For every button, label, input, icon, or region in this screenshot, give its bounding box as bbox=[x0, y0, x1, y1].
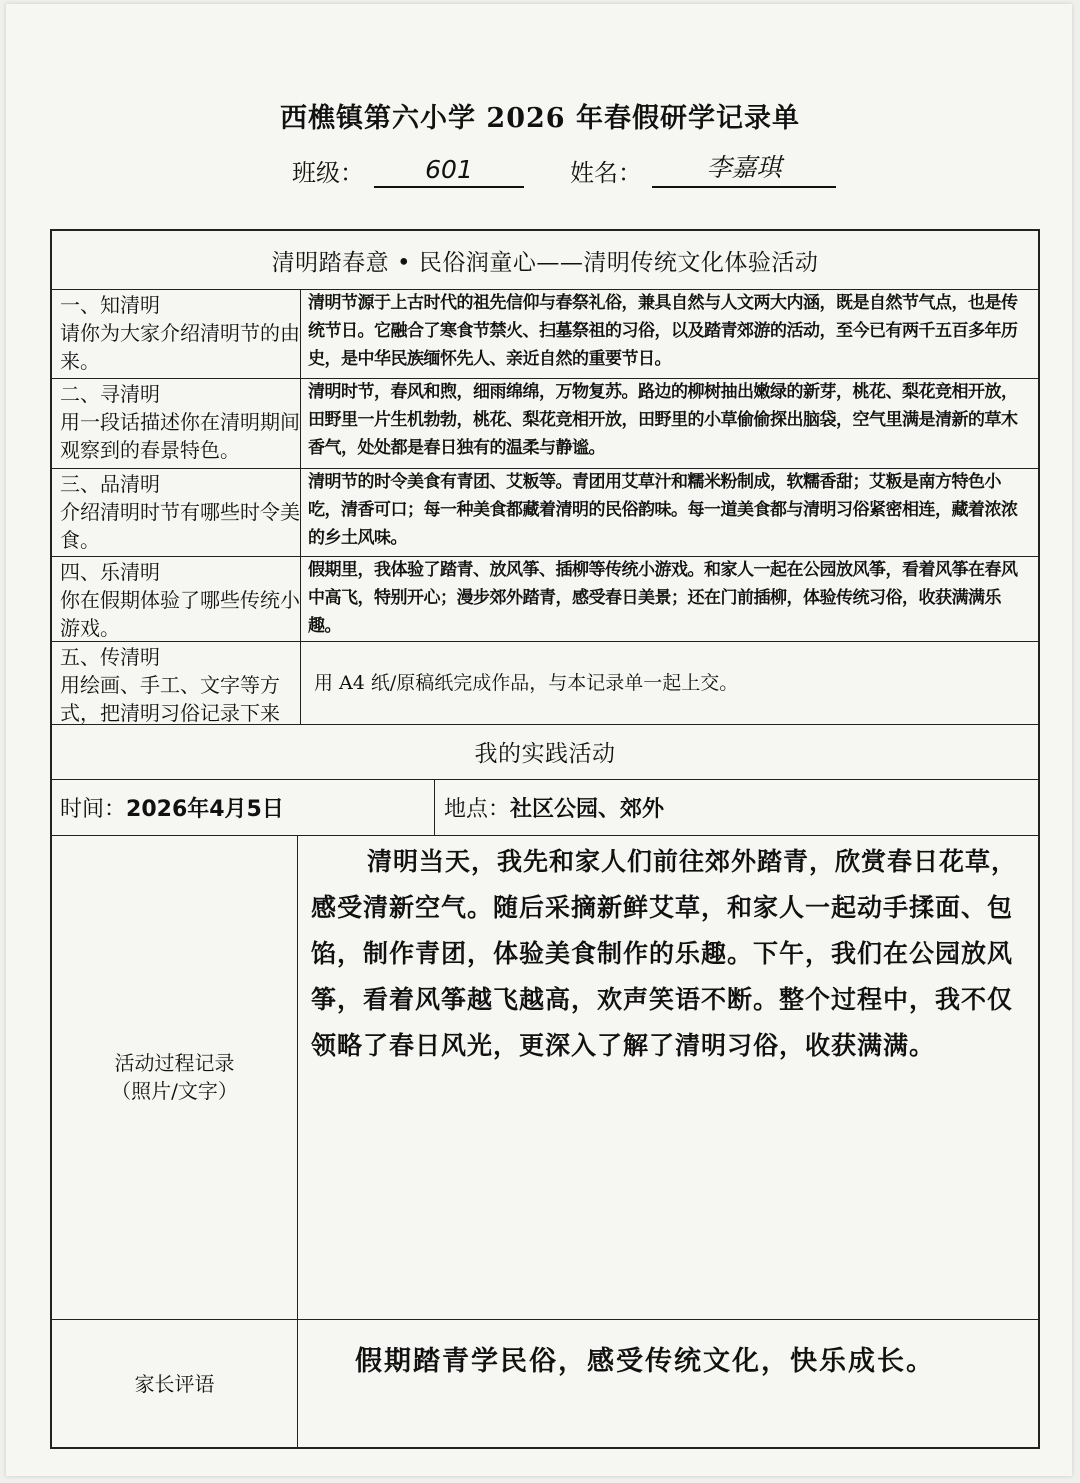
section-4-answer: 假期里，我体验了踏青、放风筝、插柳等传统小游戏。和家人一起在公园放风筝，看着风筝在春风中高飞，特别开心；漫步郊外踏青，感受春日美景；还在门前插柳，体验传统习俗，收获满满乐趣。 bbox=[308, 560, 1018, 636]
record-form bbox=[50, 229, 1040, 1449]
record-text: 清明当天，我先和家人们前往郊外踏青，欣赏春日花草，感受清新空气。随后采摘新鲜艾草，和家人一起动手揉面、包馅，制作青团，体验美食制作的乐趣。下午，我们在公园放风筝，看着风筝越飞越高，欢声笑语不断。整个过程中，我不仅领略了春日风光，更深入了解了清明习俗，收获满满。 bbox=[311, 847, 1018, 1060]
section-5-answer: 用 A4 纸/原稿纸完成作品，与本记录单一起上交。 bbox=[314, 671, 739, 694]
class-field bbox=[292, 150, 524, 188]
section-3-title: 三、品清明 bbox=[60, 472, 160, 496]
divider bbox=[300, 289, 301, 724]
name-label: 姓名： bbox=[570, 159, 642, 187]
time-label: 时间： bbox=[60, 796, 127, 822]
divider bbox=[297, 835, 298, 1449]
section-4-prompt: 你在假期体验了哪些传统小游戏。 bbox=[60, 588, 300, 640]
section-3-answer: 清明节的时令美食有青团、艾粄等。青团用艾草汁和糯米粉制成，软糯香甜；艾粄是南方特色小吃，清香可口；每一种美食都藏着清明的民俗韵味。每一道美食都与清明习俗紧密相连，藏着浓浓的乡土风味。 bbox=[308, 472, 1018, 548]
section-5-prompt: 用绘画、手工、文字等方式，把清明习俗记录下来 bbox=[60, 673, 280, 724]
parent-label-cell bbox=[52, 1319, 297, 1449]
section-3-question bbox=[52, 468, 300, 556]
parent-label: 家长评语 bbox=[134, 1372, 215, 1396]
record-label-cell bbox=[52, 835, 297, 1319]
record-label: 活动过程记录 bbox=[114, 1051, 235, 1075]
name-value: 李嘉琪 bbox=[652, 150, 836, 188]
section-2-prompt: 用一段话描述你在清明期间观察到的春景特色。 bbox=[60, 410, 300, 462]
section-2-answer: 清明时节，春风和煦，细雨绵绵，万物复苏。路边的柳树抽出嫩绿的新芽，桃花、梨花竞相开放，田野里一片生机勃勃，桃花、梨花竞相开放，田野里的小草偷偷探出脑袋，空气里满是清新的草木香气，处处都是春日独有的温柔与静谧。 bbox=[308, 382, 1018, 458]
section-4-question bbox=[52, 556, 300, 641]
divider bbox=[434, 779, 435, 835]
section-4-title: 四、乐清明 bbox=[60, 560, 160, 584]
section-2-question bbox=[52, 378, 300, 468]
section-5-question bbox=[52, 641, 300, 724]
time-field bbox=[60, 779, 434, 835]
parent-comment-cell bbox=[299, 1319, 1038, 1449]
section-1-answer: 清明节源于上古时代的祖先信仰与春祭礼俗，兼具自然与人文两大内涵，既是自然节气点，也是传统节日。它融合了寒食节禁火、扫墓祭祖的习俗，以及踏青郊游的活动，至今已有两千五百多年历史，是中华民族缅怀先人、亲近自然的重要节日。 bbox=[308, 293, 1018, 369]
record-sublabel: （照片/文字） bbox=[111, 1079, 238, 1103]
class-label: 班级： bbox=[292, 159, 364, 187]
section-1-title: 一、知清明 bbox=[60, 293, 160, 317]
name-field bbox=[570, 150, 836, 188]
place-value: 社区公园、郊外 bbox=[510, 796, 665, 822]
class-value: 601 bbox=[374, 150, 524, 188]
section-3-prompt: 介绍清明时节有哪些时令美食。 bbox=[60, 500, 300, 552]
section-1-question bbox=[52, 289, 300, 378]
section-2-title: 二、寻清明 bbox=[60, 382, 160, 406]
activity-title: 清明踏春意 • 民俗润童心——清明传统文化体验活动 bbox=[271, 249, 819, 276]
section-5-answer-cell bbox=[302, 641, 1038, 724]
practice-heading: 我的实践活动 bbox=[474, 741, 616, 767]
parent-comment: 假期踏青学民俗，感受传统文化，快乐成长。 bbox=[355, 1346, 935, 1377]
section-1-prompt: 请你为大家介绍清明节的由来。 bbox=[60, 321, 300, 373]
place-field bbox=[444, 779, 1038, 835]
page-title: 西樵镇第六小学 2026 年春假研学记录单 bbox=[280, 103, 800, 134]
time-value: 2026年4月5日 bbox=[126, 796, 284, 822]
section-5-title: 五、传清明 bbox=[60, 645, 160, 669]
place-label: 地点： bbox=[444, 796, 511, 822]
